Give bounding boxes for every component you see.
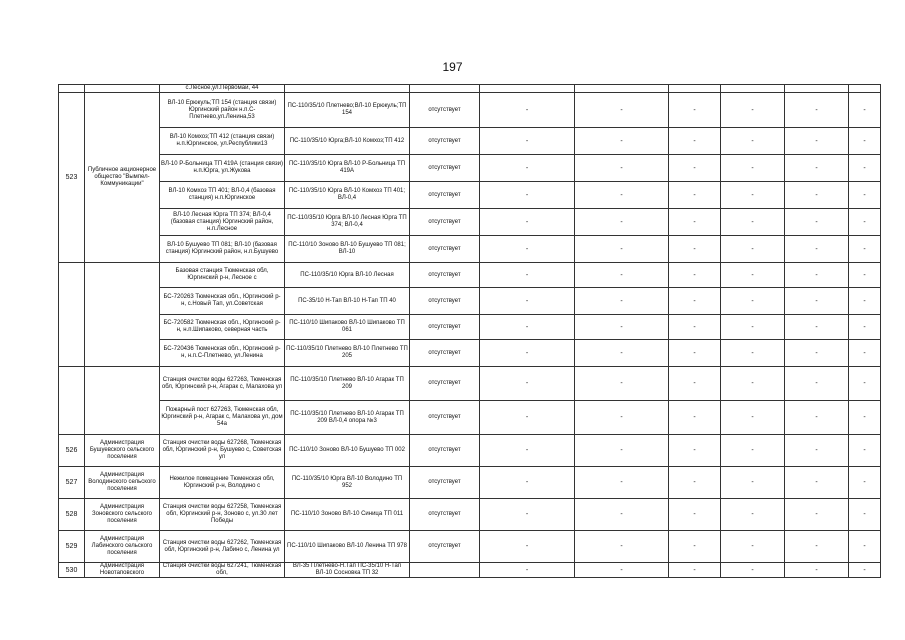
value-cell: - [785, 288, 849, 315]
value-cell: - [575, 209, 669, 236]
value-cell: - [849, 340, 881, 367]
substation-connection: ПС-110/10 Зоново ВЛ-10 Бушуево ТП 002 [285, 435, 410, 467]
value-cell: - [669, 435, 721, 467]
table-row [59, 182, 881, 209]
table-row [59, 401, 881, 435]
substation-connection: ПС-110/35/10 Плетнево ВЛ-10 Агарак ТП 209 [285, 367, 410, 401]
value-cell: - [480, 128, 575, 155]
value-cell: - [575, 288, 669, 315]
organization-name: Администрация Лабинского сельского поселения [85, 531, 160, 563]
value-cell: - [669, 401, 721, 435]
value-cell: - [849, 236, 881, 263]
value-cell: - [785, 367, 849, 401]
organization-name [85, 85, 160, 93]
object-description: ВЛ-10 Лесная Юрга ТП 374; ВЛ-0,4 (базовая станция) Юргинский район, н.п.Лесное [160, 209, 285, 236]
value-cell: - [575, 315, 669, 340]
value-cell: - [669, 263, 721, 288]
organization-name: Администрация Новотаповского [85, 563, 160, 578]
value-cell: - [785, 128, 849, 155]
organization-name [85, 263, 160, 367]
value-cell: - [849, 563, 881, 578]
substation-connection: ПС-110/10 Зоново ВЛ-10 Бушуево ТП 081; ВЛ-10 [285, 236, 410, 263]
value-cell: - [480, 209, 575, 236]
row-number: 523 [59, 93, 85, 263]
value-cell: - [575, 401, 669, 435]
value-cell: - [480, 263, 575, 288]
value-cell: - [785, 209, 849, 236]
substation-connection: ПС-110/35/10 Плетнево ВЛ-10 Плетнево ТП 205 [285, 340, 410, 367]
value-cell: - [785, 401, 849, 435]
table-row [59, 236, 881, 263]
status-cell: отсутствует [410, 288, 480, 315]
value-cell: - [849, 499, 881, 531]
substation-connection: ПС-110/35/10 Плетнево;ВЛ-10 Ерюкуль;ТП 154 [285, 93, 410, 128]
value-cell: - [721, 367, 785, 401]
value-cell: - [575, 236, 669, 263]
value-cell: - [721, 340, 785, 367]
value-cell: - [480, 563, 575, 578]
object-description: БС-720436 Тюменская обл., Юргинский р-н, н.п.С-Плетнево, ул.Ленина [160, 340, 285, 367]
object-description: Пожарный пост 627263, Тюменская обл, Юргинский р-н, Агарак с, Малахова ул, дом 54а [160, 401, 285, 435]
value-cell: - [849, 155, 881, 182]
substation-connection: ПС-35/10 Н-Тап ВЛ-10 Н-Тап ТП 40 [285, 288, 410, 315]
value-cell: - [480, 340, 575, 367]
status-cell [410, 563, 480, 578]
value-cell [721, 85, 785, 93]
table-row [59, 340, 881, 367]
value-cell: - [721, 128, 785, 155]
row-number [59, 85, 85, 93]
object-description: Станция очистки воды 627258, Тюменская обл, Юргинский р-н, Зоново с, ул.30 лет Победы [160, 499, 285, 531]
value-cell: - [575, 128, 669, 155]
table-row [59, 288, 881, 315]
value-cell: - [721, 531, 785, 563]
value-cell: - [785, 236, 849, 263]
page-number: 197 [442, 60, 463, 74]
status-cell [410, 85, 480, 93]
table-row [59, 93, 881, 128]
value-cell: - [785, 340, 849, 367]
value-cell: - [849, 467, 881, 499]
value-cell: - [480, 288, 575, 315]
substation-connection: ПС-110/35/10 Юрга ВЛ-10 Лесная [285, 263, 410, 288]
value-cell: - [575, 499, 669, 531]
value-cell: - [669, 209, 721, 236]
value-cell: - [721, 563, 785, 578]
substation-connection [285, 85, 410, 93]
value-cell: - [785, 315, 849, 340]
object-description: Станция очистки воды 627268, Тюменская обл, Юргинский р-н, Бушуево с, Советская ул [160, 435, 285, 467]
table-row [59, 563, 881, 578]
substation-connection: ПС-110/35/10 Плетнево ВЛ-10 Агарак ТП 209 ВЛ-0,4 опора №3 [285, 401, 410, 435]
value-cell: - [849, 531, 881, 563]
substation-connection: ВЛ-35 Плетнево-Н.Тап ПС-35/10 Н-Тап ВЛ-10 Сосновка ТП 32 [285, 563, 410, 578]
value-cell: - [669, 563, 721, 578]
value-cell [785, 85, 849, 93]
table-row [59, 85, 881, 93]
value-cell: - [480, 499, 575, 531]
value-cell: - [849, 93, 881, 128]
substation-connection: ПС-110/10 Шипаково ВЛ-10 Шипаково ТП 061 [285, 315, 410, 340]
object-description: Станция очистки воды 627241, Тюменская обл, [160, 563, 285, 578]
substation-connection: ПС-110/35/10 Юрга ВЛ-10 Лесная Юрга ТП 374; ВЛ-0,4 [285, 209, 410, 236]
value-cell [849, 85, 881, 93]
row-number [59, 367, 85, 435]
value-cell: - [721, 263, 785, 288]
table-row [59, 467, 881, 499]
value-cell: - [575, 93, 669, 128]
value-cell: - [480, 401, 575, 435]
object-description: БС-720263 Тюменская обл., Юргинский р-н, с.Новый Тап, ул.Советская [160, 288, 285, 315]
row-number: 529 [59, 531, 85, 563]
status-cell: отсутствует [410, 435, 480, 467]
value-cell: - [721, 288, 785, 315]
row-number: 526 [59, 435, 85, 467]
value-cell: - [575, 367, 669, 401]
status-cell: отсутствует [410, 315, 480, 340]
status-cell: отсутствует [410, 340, 480, 367]
value-cell: - [575, 531, 669, 563]
status-cell: отсутствует [410, 367, 480, 401]
value-cell: - [480, 367, 575, 401]
value-cell: - [669, 182, 721, 209]
object-description: Станция очистки воды 627263, Тюменская обл, Юргинский р-н, Агарак с, Малахова ул [160, 367, 285, 401]
value-cell: - [785, 93, 849, 128]
status-cell: отсутствует [410, 128, 480, 155]
value-cell: - [849, 367, 881, 401]
status-cell: отсутствует [410, 209, 480, 236]
status-cell: отсутствует [410, 155, 480, 182]
substation-connection: ПС-110/10 Зоново ВЛ-10 Синица ТП 011 [285, 499, 410, 531]
object-description: БС-720582 Тюменская обл., Юргинский р-н, н.п.Шипаково, северная часть [160, 315, 285, 340]
value-cell [669, 85, 721, 93]
substation-connection: ПС-110/35/10 Юрга ВЛ-10 Володино ТП 952 [285, 467, 410, 499]
value-cell: - [785, 499, 849, 531]
value-cell: - [785, 563, 849, 578]
value-cell: - [785, 155, 849, 182]
table-row [59, 367, 881, 401]
value-cell: - [785, 435, 849, 467]
value-cell: - [575, 155, 669, 182]
value-cell: - [721, 236, 785, 263]
value-cell: - [721, 435, 785, 467]
value-cell: - [480, 155, 575, 182]
value-cell: - [721, 401, 785, 435]
value-cell: - [669, 288, 721, 315]
value-cell: - [480, 531, 575, 563]
value-cell: - [669, 93, 721, 128]
value-cell: - [669, 128, 721, 155]
value-cell: - [849, 263, 881, 288]
status-cell: отсутствует [410, 467, 480, 499]
status-cell: отсутствует [410, 93, 480, 128]
value-cell: - [669, 499, 721, 531]
table-row [59, 531, 881, 563]
value-cell: - [849, 401, 881, 435]
substation-connection: ПС-110/10 Шипаково ВЛ-10 Ленина ТП 978 [285, 531, 410, 563]
table-row [59, 315, 881, 340]
row-number: 528 [59, 499, 85, 531]
value-cell: - [575, 467, 669, 499]
table-row [59, 128, 881, 155]
value-cell: - [849, 315, 881, 340]
object-description: Нежилое помещение Тюменская обл, Юргинский р-н, Володино с [160, 467, 285, 499]
value-cell: - [480, 93, 575, 128]
value-cell: - [480, 236, 575, 263]
value-cell: - [480, 467, 575, 499]
organization-name [85, 367, 160, 435]
value-cell [575, 85, 669, 93]
table-row [59, 209, 881, 236]
value-cell: - [721, 499, 785, 531]
status-cell: отсутствует [410, 263, 480, 288]
organization-name: Администрация Зоновского сельского поселения [85, 499, 160, 531]
object-description: ВЛ-10 Р-Больница ТП 419А (станция связи) н.п.Юрга, ул.Жукова [160, 155, 285, 182]
object-description: ВЛ-10 Комхоз ТП 401; ВЛ-0,4 (базовая станция) н.п.Юргинское [160, 182, 285, 209]
value-cell: - [721, 315, 785, 340]
row-number: 530 [59, 563, 85, 578]
table-row [59, 435, 881, 467]
substation-connection: ПС-110/35/10 Юрга ВЛ-10 Комхоз ТП 401; ВЛ-0,4 [285, 182, 410, 209]
value-cell: - [849, 128, 881, 155]
value-cell: - [575, 340, 669, 367]
row-number: 527 [59, 467, 85, 499]
value-cell: - [721, 155, 785, 182]
substation-connection: ПС-110/35/10 Юрга;ВЛ-10 Комхоз;ТП 412 [285, 128, 410, 155]
value-cell: - [849, 288, 881, 315]
status-cell: отсутствует [410, 236, 480, 263]
object-description: ВЛ-10 Бушуево ТП 081; ВЛ-10 (базовая станция) Юргинский район, н.п.Бушуево [160, 236, 285, 263]
object-description: Станция очистки воды 627262, Тюменская обл, Юргинский р-н, Лабино с, Ленина ул [160, 531, 285, 563]
value-cell: - [721, 467, 785, 499]
object-description: Базовая станция Тюменская обл, Юргинский р-н, Лесное с [160, 263, 285, 288]
value-cell: - [480, 435, 575, 467]
value-cell: - [785, 182, 849, 209]
value-cell: - [575, 263, 669, 288]
value-cell: - [721, 182, 785, 209]
value-cell: - [785, 263, 849, 288]
object-description: ВЛ-10 Ерюкуль;ТП 154 (станция связи) Юргинский район н.п.С-Плетнево,ул.Ленина,53 [160, 93, 285, 128]
value-cell: - [669, 531, 721, 563]
organization-name: Администрация Володинского сельского поселения [85, 467, 160, 499]
value-cell: - [669, 315, 721, 340]
value-cell: - [480, 315, 575, 340]
value-cell: - [575, 435, 669, 467]
value-cell: - [849, 182, 881, 209]
value-cell: - [721, 93, 785, 128]
value-cell: - [669, 467, 721, 499]
value-cell: - [669, 236, 721, 263]
organization-name: Публичное акционерное общество "Вымпел-Коммуникации" [85, 93, 160, 263]
object-description: с.Лесное,ул.Первомай, 44 [160, 85, 285, 93]
table-row [59, 499, 881, 531]
value-cell: - [669, 340, 721, 367]
value-cell: - [785, 531, 849, 563]
table-row [59, 155, 881, 182]
value-cell: - [849, 209, 881, 236]
status-cell: отсутствует [410, 182, 480, 209]
status-cell: отсутствует [410, 531, 480, 563]
organization-name: Администрация Бушуевского сельского поселения [85, 435, 160, 467]
value-cell: - [849, 435, 881, 467]
data-table [58, 84, 881, 578]
value-cell: - [575, 563, 669, 578]
status-cell: отсутствует [410, 499, 480, 531]
substation-connection: ПС-110/35/10 Юрга ВЛ-10 Р-Больница ТП 419А [285, 155, 410, 182]
value-cell: - [575, 182, 669, 209]
value-cell: - [669, 367, 721, 401]
object-description: ВЛ-10 Комхоз;ТП 412 (станция связи) н.п.Юргинское, ул.Республики13 [160, 128, 285, 155]
value-cell [480, 85, 575, 93]
value-cell: - [721, 209, 785, 236]
table-row [59, 263, 881, 288]
value-cell: - [480, 182, 575, 209]
row-number [59, 263, 85, 367]
value-cell: - [785, 467, 849, 499]
status-cell: отсутствует [410, 401, 480, 435]
value-cell: - [669, 155, 721, 182]
